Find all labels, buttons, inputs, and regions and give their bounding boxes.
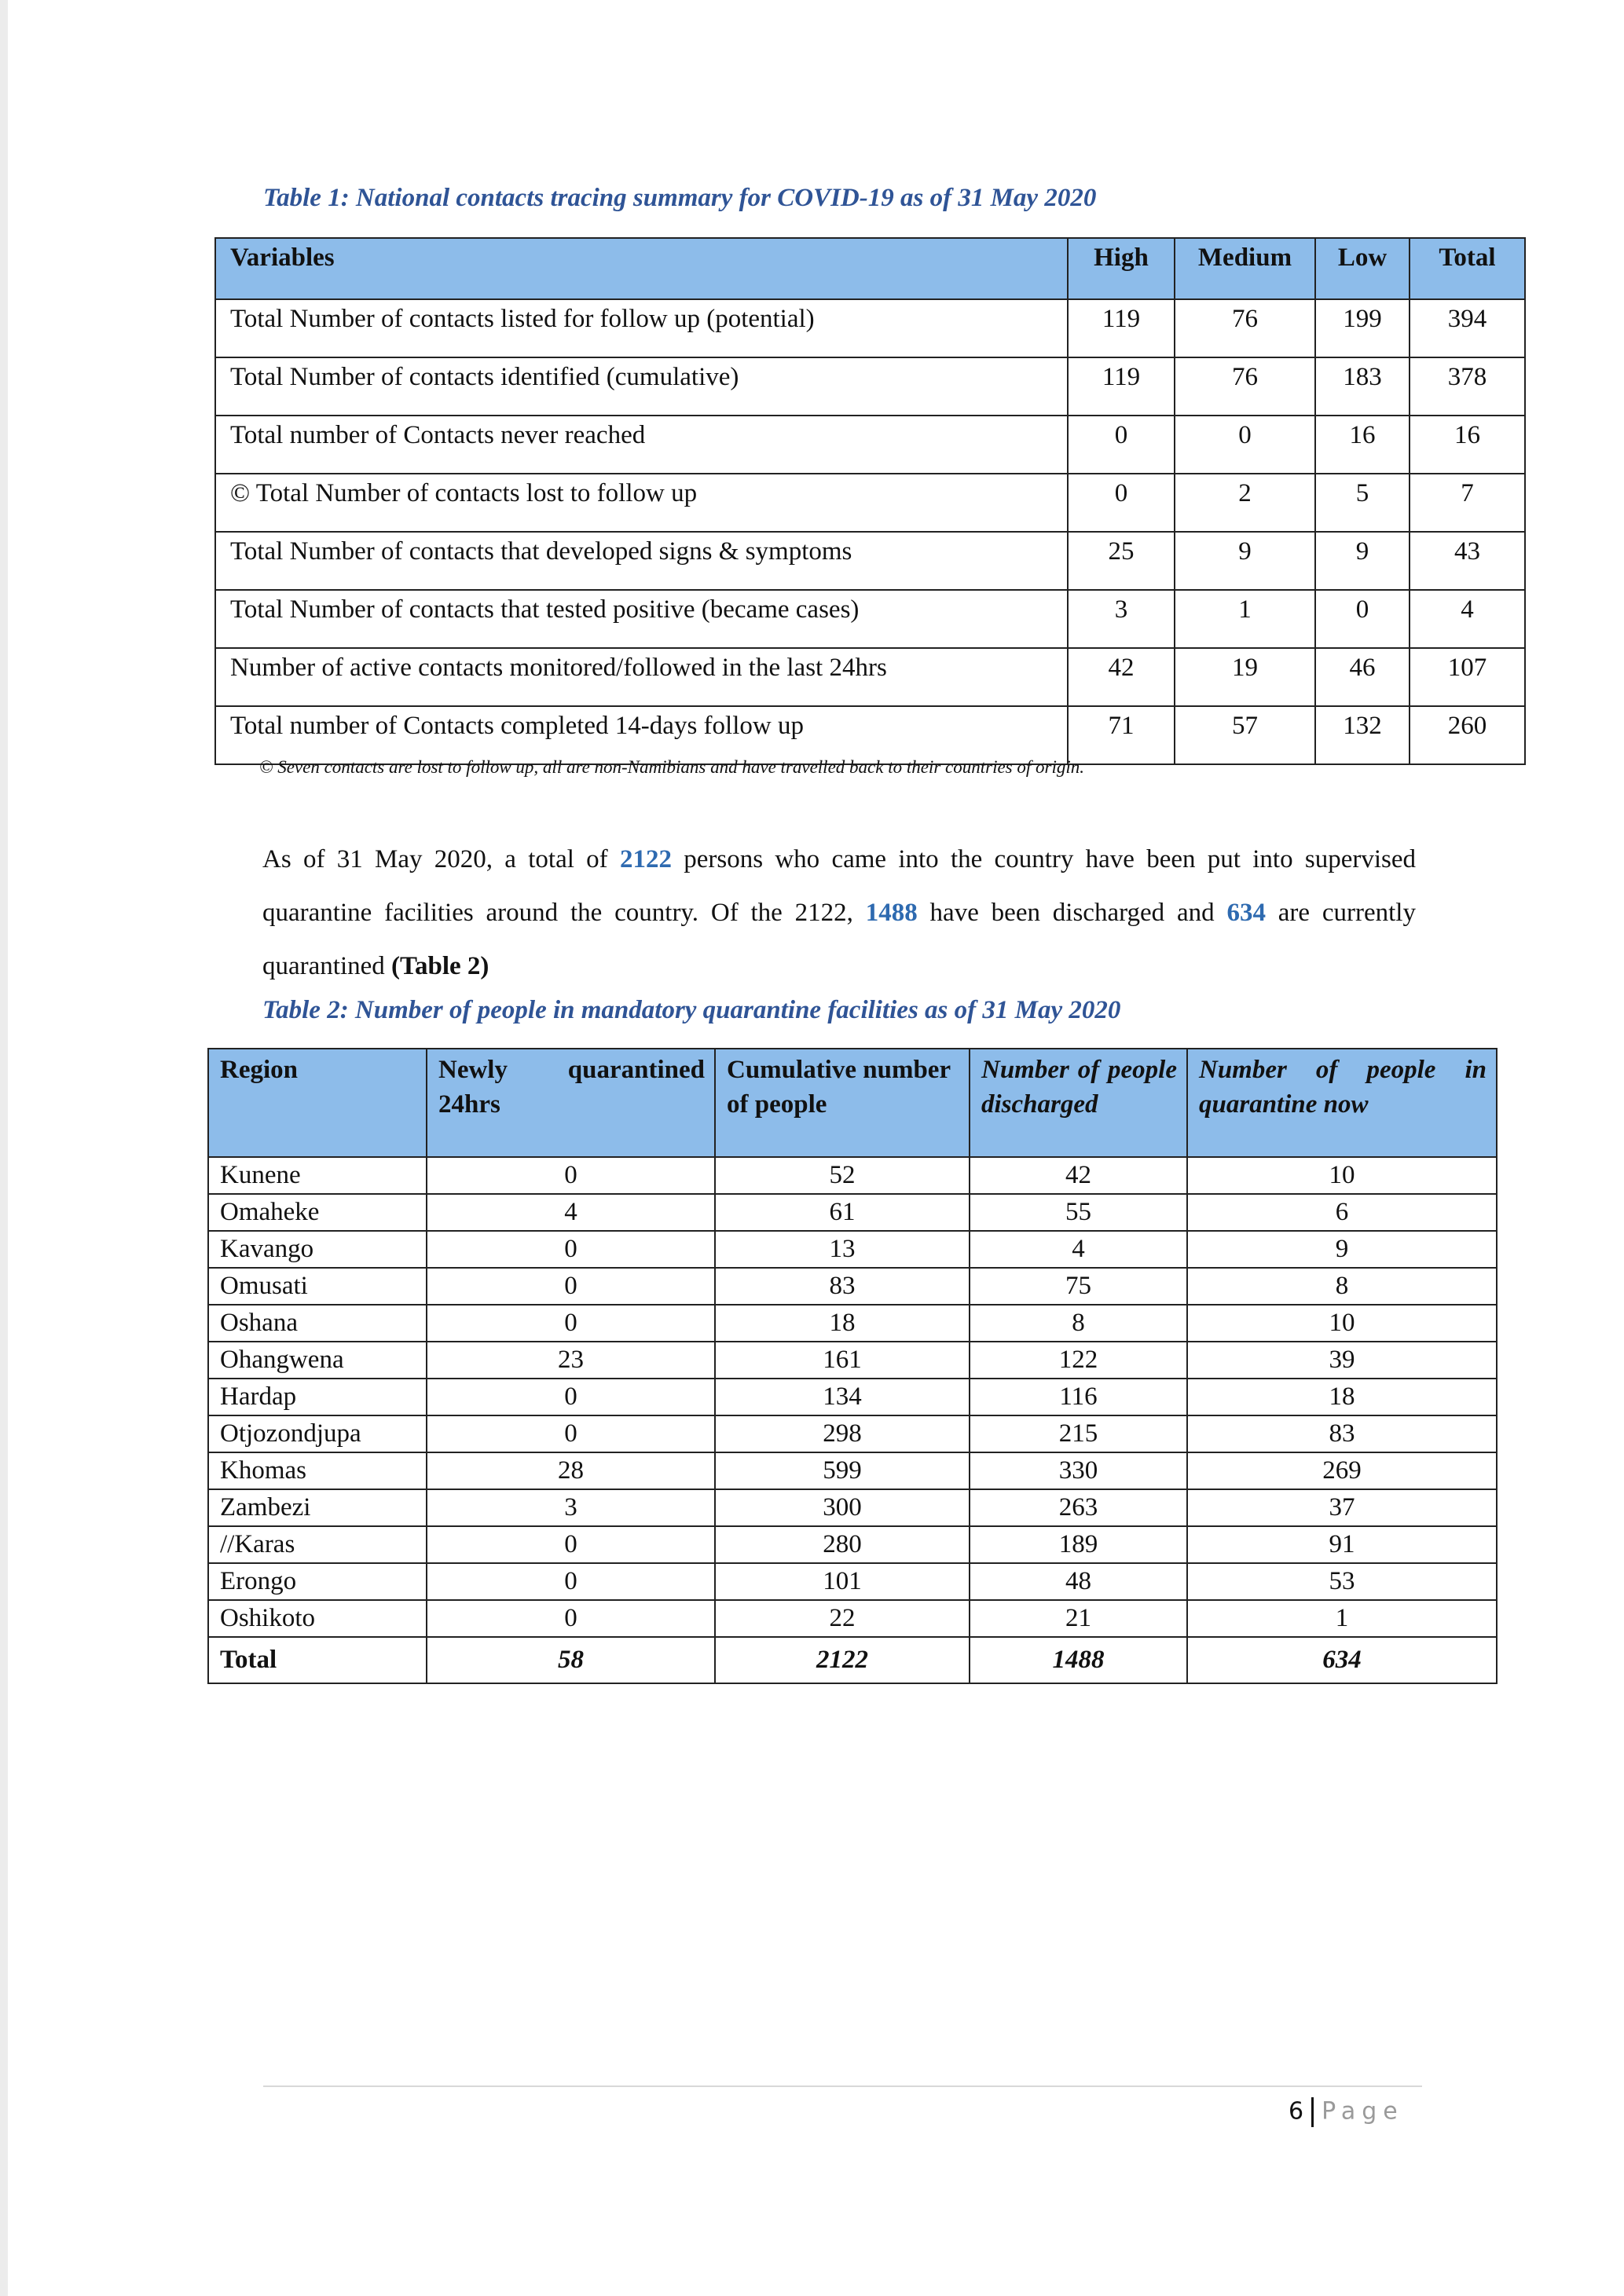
cell-discharged: 122 [970, 1342, 1187, 1379]
cell-total: 394 [1410, 299, 1525, 357]
cell-newly-quarantined: 4 [427, 1194, 715, 1231]
table1-caption: Table 1: National contacts tracing summary for COVID-19 as of 31 May 2020 [263, 184, 1097, 212]
table-row [208, 1268, 1497, 1305]
cell-discharged: 330 [970, 1452, 1187, 1489]
cell-discharged: 48 [970, 1563, 1187, 1600]
cell-region: Otjozondjupa [208, 1415, 427, 1452]
cell-newly-quarantined: 3 [427, 1489, 715, 1526]
cell-in-quarantine-now: 10 [1187, 1305, 1497, 1342]
table-row [215, 706, 1525, 764]
cell-newly-quarantined: 0 [427, 1305, 715, 1342]
cell-region: Oshana [208, 1305, 427, 1342]
cell-high: 0 [1068, 416, 1175, 474]
table-row [208, 1415, 1497, 1452]
table-row [215, 357, 1525, 416]
cell-newly-quarantined: 0 [427, 1379, 715, 1415]
row-label: Total Number of contacts that developed signs & symptoms [215, 532, 1068, 590]
cell-newly-quarantined: 0 [427, 1600, 715, 1637]
summary-paragraph [262, 833, 1416, 993]
cell-region: Ohangwena [208, 1342, 427, 1379]
cell-region: Erongo [208, 1563, 427, 1600]
cell-discharged: 263 [970, 1489, 1187, 1526]
quarantine-facilities-table [207, 1048, 1498, 1684]
cell-cumulative: 22 [715, 1600, 970, 1637]
table-row [215, 416, 1525, 474]
cell-region: Zambezi [208, 1489, 427, 1526]
header-discharged: Number of people discharged [970, 1049, 1187, 1157]
cell-low: 9 [1315, 532, 1410, 590]
cell-cumulative: 18 [715, 1305, 970, 1342]
discharged-number: 1488 [865, 899, 918, 927]
cell-high: 0 [1068, 474, 1175, 532]
table-row [215, 532, 1525, 590]
table2-reference: (Table 2) [391, 952, 489, 980]
table2-header-row [208, 1049, 1497, 1157]
cell-total: 7 [1410, 474, 1525, 532]
page-number-value: 6 [1289, 2097, 1304, 2126]
header-high: High [1068, 238, 1175, 299]
cell-in-quarantine-now: 53 [1187, 1563, 1497, 1600]
table1-header-row [215, 238, 1525, 299]
cell-cumulative: 298 [715, 1415, 970, 1452]
row-label: Total Number of contacts listed for follow up (potential) [215, 299, 1068, 357]
para-text-3: have been discharged and [917, 899, 1227, 927]
cell-high: 71 [1068, 706, 1175, 764]
cell-discharged: 55 [970, 1194, 1187, 1231]
cell-discharged: 4 [970, 1231, 1187, 1268]
table-row [208, 1194, 1497, 1231]
table-row [208, 1157, 1497, 1194]
cell-cumulative: 13 [715, 1231, 970, 1268]
table2-caption: Table 2: Number of people in mandatory quarantine facilities as of 31 May 2020 [262, 996, 1121, 1024]
table-row [208, 1489, 1497, 1526]
table1-footnote: © Seven contacts are lost to follow up, all are non-Namibians and have travelled back to their countries of origin. [259, 757, 1084, 777]
cell-cumulative: 83 [715, 1268, 970, 1305]
cell-cumulative: 300 [715, 1489, 970, 1526]
cell-medium: 57 [1175, 706, 1315, 764]
cell-region: Kunene [208, 1157, 427, 1194]
cell-in-quarantine-now: 6 [1187, 1194, 1497, 1231]
cell-high: 119 [1068, 299, 1175, 357]
cell-discharged: 116 [970, 1379, 1187, 1415]
contacts-tracing-table [214, 237, 1526, 765]
cell-high: 25 [1068, 532, 1175, 590]
row-label: Total number of Contacts never reached [215, 416, 1068, 474]
total-cell-newly-quarantined: 58 [427, 1637, 715, 1683]
table-row [208, 1600, 1497, 1637]
para-text-2: persons who came into the country have been put into supervised quarantine facilities around the country. Of the 2122, [262, 845, 1416, 927]
row-label: Total Number of contacts that tested positive (became cases) [215, 590, 1068, 648]
header-newly-quarantined: Newly quarantined 24hrs [427, 1049, 715, 1157]
cell-low: 183 [1315, 357, 1410, 416]
cell-region: Khomas [208, 1452, 427, 1489]
cell-cumulative: 61 [715, 1194, 970, 1231]
page-number [1289, 2097, 1404, 2127]
table-row [215, 590, 1525, 648]
table-row [208, 1379, 1497, 1415]
cell-region: Omusati [208, 1268, 427, 1305]
cell-total: 378 [1410, 357, 1525, 416]
page-edge-shadow [0, 0, 8, 2296]
header-medium: Medium [1175, 238, 1315, 299]
header-in-quarantine-now: Number of people in quarantine now [1187, 1049, 1497, 1157]
cell-region: Hardap [208, 1379, 427, 1415]
cell-low: 46 [1315, 648, 1410, 706]
cell-region: //Karas [208, 1526, 427, 1563]
header-variables: Variables [215, 238, 1068, 299]
row-label: Total number of Contacts completed 14-days follow up [215, 706, 1068, 764]
cell-total: 260 [1410, 706, 1525, 764]
cell-region: Kavango [208, 1231, 427, 1268]
cell-high: 119 [1068, 357, 1175, 416]
cell-total: 43 [1410, 532, 1525, 590]
cell-total: 4 [1410, 590, 1525, 648]
cell-cumulative: 599 [715, 1452, 970, 1489]
cell-medium: 76 [1175, 357, 1315, 416]
currently-quarantined-number: 634 [1226, 899, 1266, 927]
cell-cumulative: 101 [715, 1563, 970, 1600]
cell-discharged: 75 [970, 1268, 1187, 1305]
cell-discharged: 189 [970, 1526, 1187, 1563]
cell-discharged: 42 [970, 1157, 1187, 1194]
cell-medium: 9 [1175, 532, 1315, 590]
cell-newly-quarantined: 0 [427, 1157, 715, 1194]
cell-in-quarantine-now: 10 [1187, 1157, 1497, 1194]
table-row [208, 1452, 1497, 1489]
cell-discharged: 215 [970, 1415, 1187, 1452]
page-label: Page [1322, 2097, 1404, 2126]
cell-newly-quarantined: 23 [427, 1342, 715, 1379]
cell-discharged: 8 [970, 1305, 1187, 1342]
header-cumulative: Cumulative number of people [715, 1049, 970, 1157]
table-row [208, 1526, 1497, 1563]
cell-in-quarantine-now: 9 [1187, 1231, 1497, 1268]
cell-newly-quarantined: 0 [427, 1526, 715, 1563]
cell-low: 5 [1315, 474, 1410, 532]
cell-cumulative: 134 [715, 1379, 970, 1415]
cell-in-quarantine-now: 83 [1187, 1415, 1497, 1452]
total-cell-region: Total [208, 1637, 427, 1683]
cell-low: 199 [1315, 299, 1410, 357]
header-region: Region [208, 1049, 427, 1157]
cell-newly-quarantined: 0 [427, 1268, 715, 1305]
total-cell-in-quarantine-now: 634 [1187, 1637, 1497, 1683]
cell-in-quarantine-now: 1 [1187, 1600, 1497, 1637]
table-row [215, 648, 1525, 706]
cell-region: Oshikoto [208, 1600, 427, 1637]
cell-medium: 1 [1175, 590, 1315, 648]
cell-in-quarantine-now: 39 [1187, 1342, 1497, 1379]
header-low: Low [1315, 238, 1410, 299]
table-row [215, 474, 1525, 532]
total-cell-discharged: 1488 [970, 1637, 1187, 1683]
row-label: Number of active contacts monitored/followed in the last 24hrs [215, 648, 1068, 706]
cell-medium: 19 [1175, 648, 1315, 706]
cell-newly-quarantined: 0 [427, 1415, 715, 1452]
cell-in-quarantine-now: 18 [1187, 1379, 1497, 1415]
total-row [208, 1637, 1497, 1683]
total-cell-cumulative: 2122 [715, 1637, 970, 1683]
cell-total: 107 [1410, 648, 1525, 706]
cell-cumulative: 52 [715, 1157, 970, 1194]
cell-discharged: 21 [970, 1600, 1187, 1637]
cell-high: 42 [1068, 648, 1175, 706]
header-total: Total [1410, 238, 1525, 299]
row-label: © Total Number of contacts lost to follow up [215, 474, 1068, 532]
row-label: Total Number of contacts identified (cumulative) [215, 357, 1068, 416]
cell-medium: 76 [1175, 299, 1315, 357]
page-separator [1311, 2097, 1314, 2127]
cell-in-quarantine-now: 91 [1187, 1526, 1497, 1563]
table-row [215, 299, 1525, 357]
table-row [208, 1563, 1497, 1600]
cell-low: 16 [1315, 416, 1410, 474]
table-row [208, 1305, 1497, 1342]
cell-high: 3 [1068, 590, 1175, 648]
para-text-4: are currently quarantined [262, 899, 1416, 980]
table-row [208, 1231, 1497, 1268]
cell-cumulative: 161 [715, 1342, 970, 1379]
cell-medium: 0 [1175, 416, 1315, 474]
table-row [208, 1342, 1497, 1379]
cell-cumulative: 280 [715, 1526, 970, 1563]
cell-in-quarantine-now: 37 [1187, 1489, 1497, 1526]
cell-region: Omaheke [208, 1194, 427, 1231]
para-text-1: As of 31 May 2020, a total of [262, 845, 620, 873]
cell-low: 0 [1315, 590, 1410, 648]
cell-in-quarantine-now: 8 [1187, 1268, 1497, 1305]
cell-low: 132 [1315, 706, 1410, 764]
cell-newly-quarantined: 0 [427, 1563, 715, 1600]
cell-total: 16 [1410, 416, 1525, 474]
cell-in-quarantine-now: 269 [1187, 1452, 1497, 1489]
cell-medium: 2 [1175, 474, 1315, 532]
cell-newly-quarantined: 0 [427, 1231, 715, 1268]
cell-newly-quarantined: 28 [427, 1452, 715, 1489]
total-quarantined-number: 2122 [619, 845, 672, 873]
footer-divider [263, 2085, 1422, 2087]
